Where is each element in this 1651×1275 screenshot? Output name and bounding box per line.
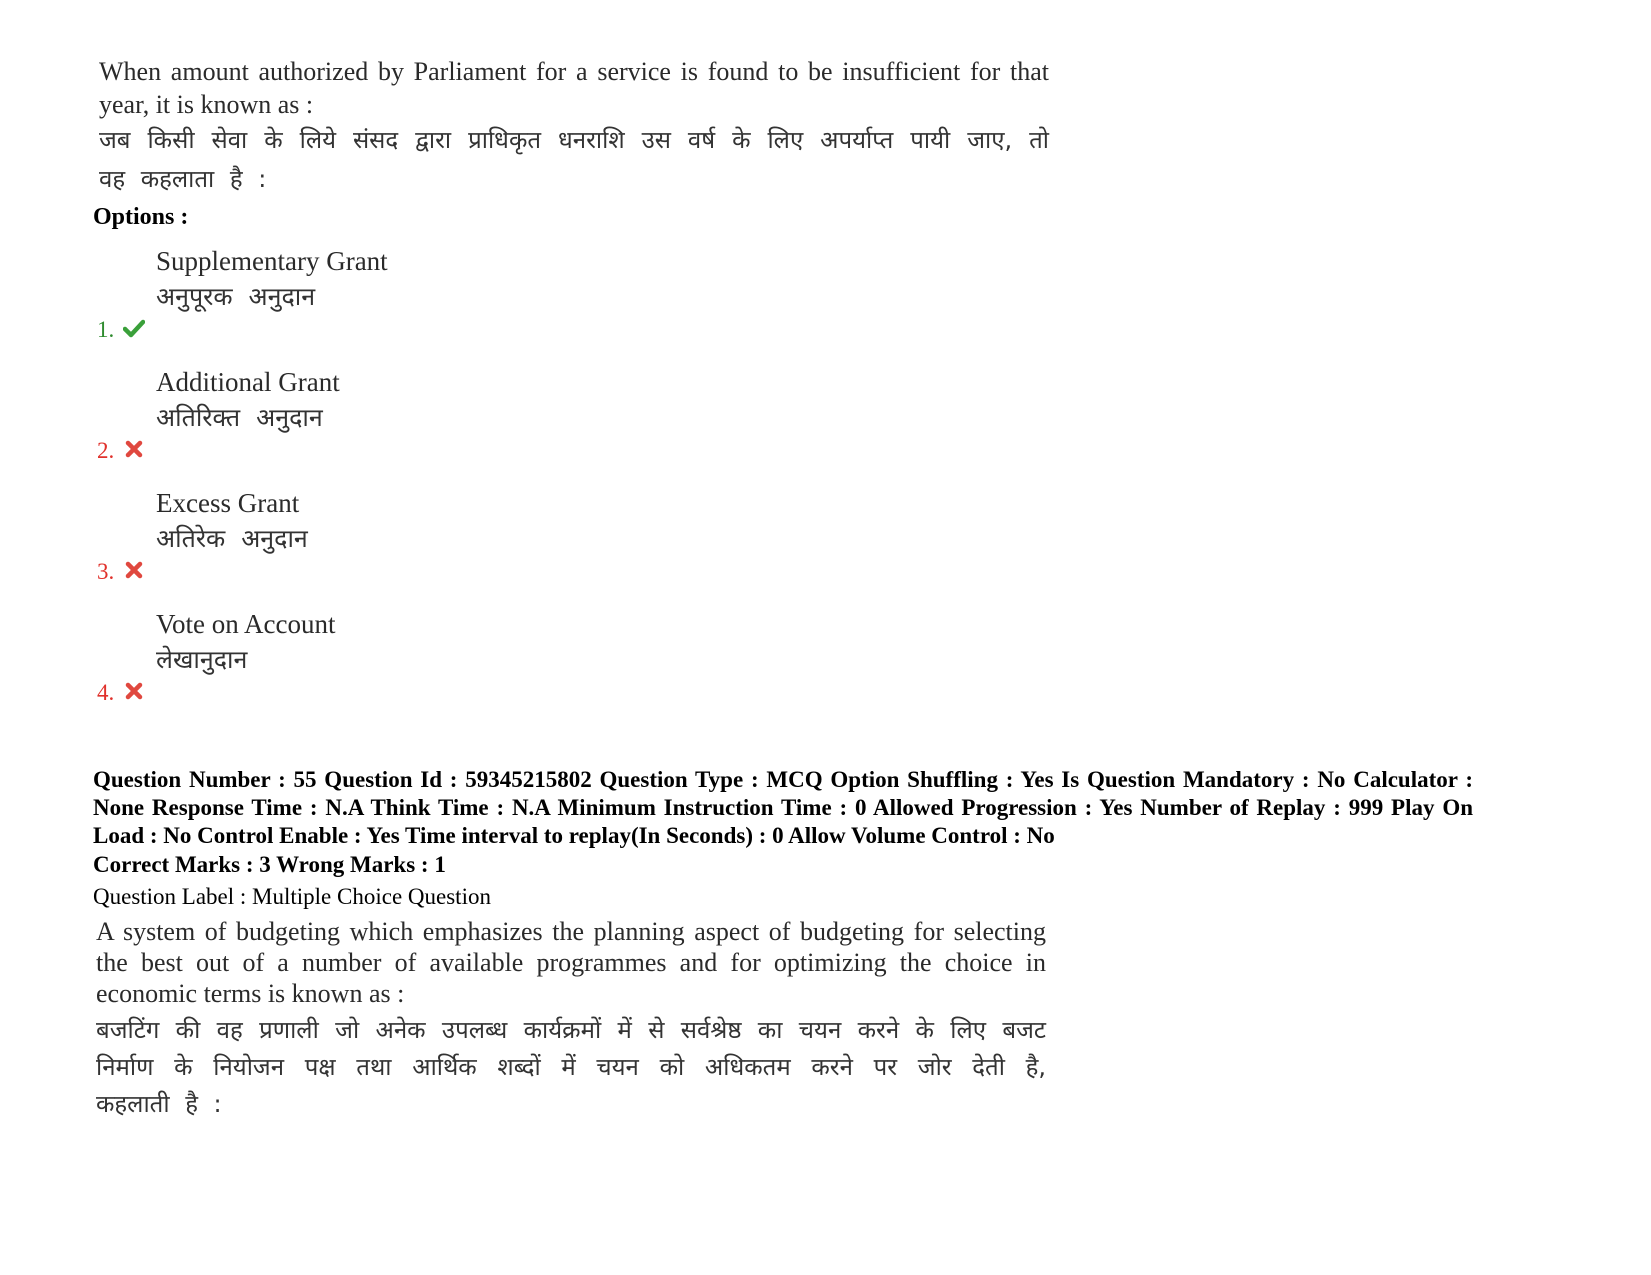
option-text xyxy=(156,485,308,557)
cross-icon xyxy=(123,680,145,702)
question-55-metadata: Question Number : 55 Question Id : 59345215802 Question Type : MCQ Option Shuffling : Yes Is Question Mandatory : No Calculator : None Response Time : N.A Think Time : N.A Minimum Instruction Time : 0 Allowed Progression : Yes Number of Replay : 999 Play On Load : No Control Enable : Yes Time interval to replay(In Seconds) : 0 Allow Volume Control : No xyxy=(93,767,1473,848)
question-55-stem-english: A system of budgeting which emphasizes the planning aspect of budgeting for selecting the best out of a number of available programmes and for optimizing the choice in economic terms is known as : xyxy=(96,917,1046,1008)
cross-icon xyxy=(123,438,145,460)
option-number: 2. xyxy=(97,438,115,463)
option-number: 1. xyxy=(97,317,115,342)
check-icon xyxy=(123,317,145,339)
option-2 xyxy=(97,364,797,474)
option-label-english: Excess Grant xyxy=(156,488,300,518)
option-text xyxy=(156,606,335,678)
option-label-hindi: अतिरेक अनुदान xyxy=(156,524,308,553)
option-number: 4. xyxy=(97,680,115,705)
options-label: Options : xyxy=(93,204,189,230)
question-55-marks: Correct Marks : 3 Wrong Marks : 1 xyxy=(93,852,446,877)
option-label-english: Supplementary Grant xyxy=(156,246,388,276)
option-text xyxy=(156,364,340,436)
option-label-hindi: लेखानुदान xyxy=(156,645,248,674)
option-number: 3. xyxy=(97,559,115,584)
question-55-stem-hindi: बजटिंग की वह प्रणाली जो अनेक उपलब्ध कार्यक्रमों में से सर्वश्रेष्ठ का चयन करने के लिए बजट निर्माण के नियोजन पक्ष तथा आर्थिक शब्दों में चयन को अधिकतम करने पर जोर देती है, कहलाती है : xyxy=(96,1016,1046,1118)
option-3 xyxy=(97,485,797,595)
option-label-hindi: अनुपूरक अनुदान xyxy=(156,282,316,311)
option-4 xyxy=(97,606,797,716)
option-label-english: Vote on Account xyxy=(156,609,336,639)
option-label-hindi: अतिरिक्त अनुदान xyxy=(156,403,323,432)
option-1 xyxy=(97,243,797,353)
cross-icon xyxy=(123,559,145,581)
question-54-stem-hindi: जब किसी सेवा के लिये संसद द्वारा प्राधिकृत धनराशि उस वर्ष के लिए अपर्याप्त पायी जाए, तो वह कहलाता है : xyxy=(99,126,1049,193)
question-55-label: Question Label : Multiple Choice Question xyxy=(93,884,491,909)
option-label-english: Additional Grant xyxy=(156,367,340,397)
question-54-stem-english: When amount authorized by Parliament for a service is found to be insufficient for that year, it is known as : xyxy=(99,57,1049,119)
option-text xyxy=(156,243,388,315)
